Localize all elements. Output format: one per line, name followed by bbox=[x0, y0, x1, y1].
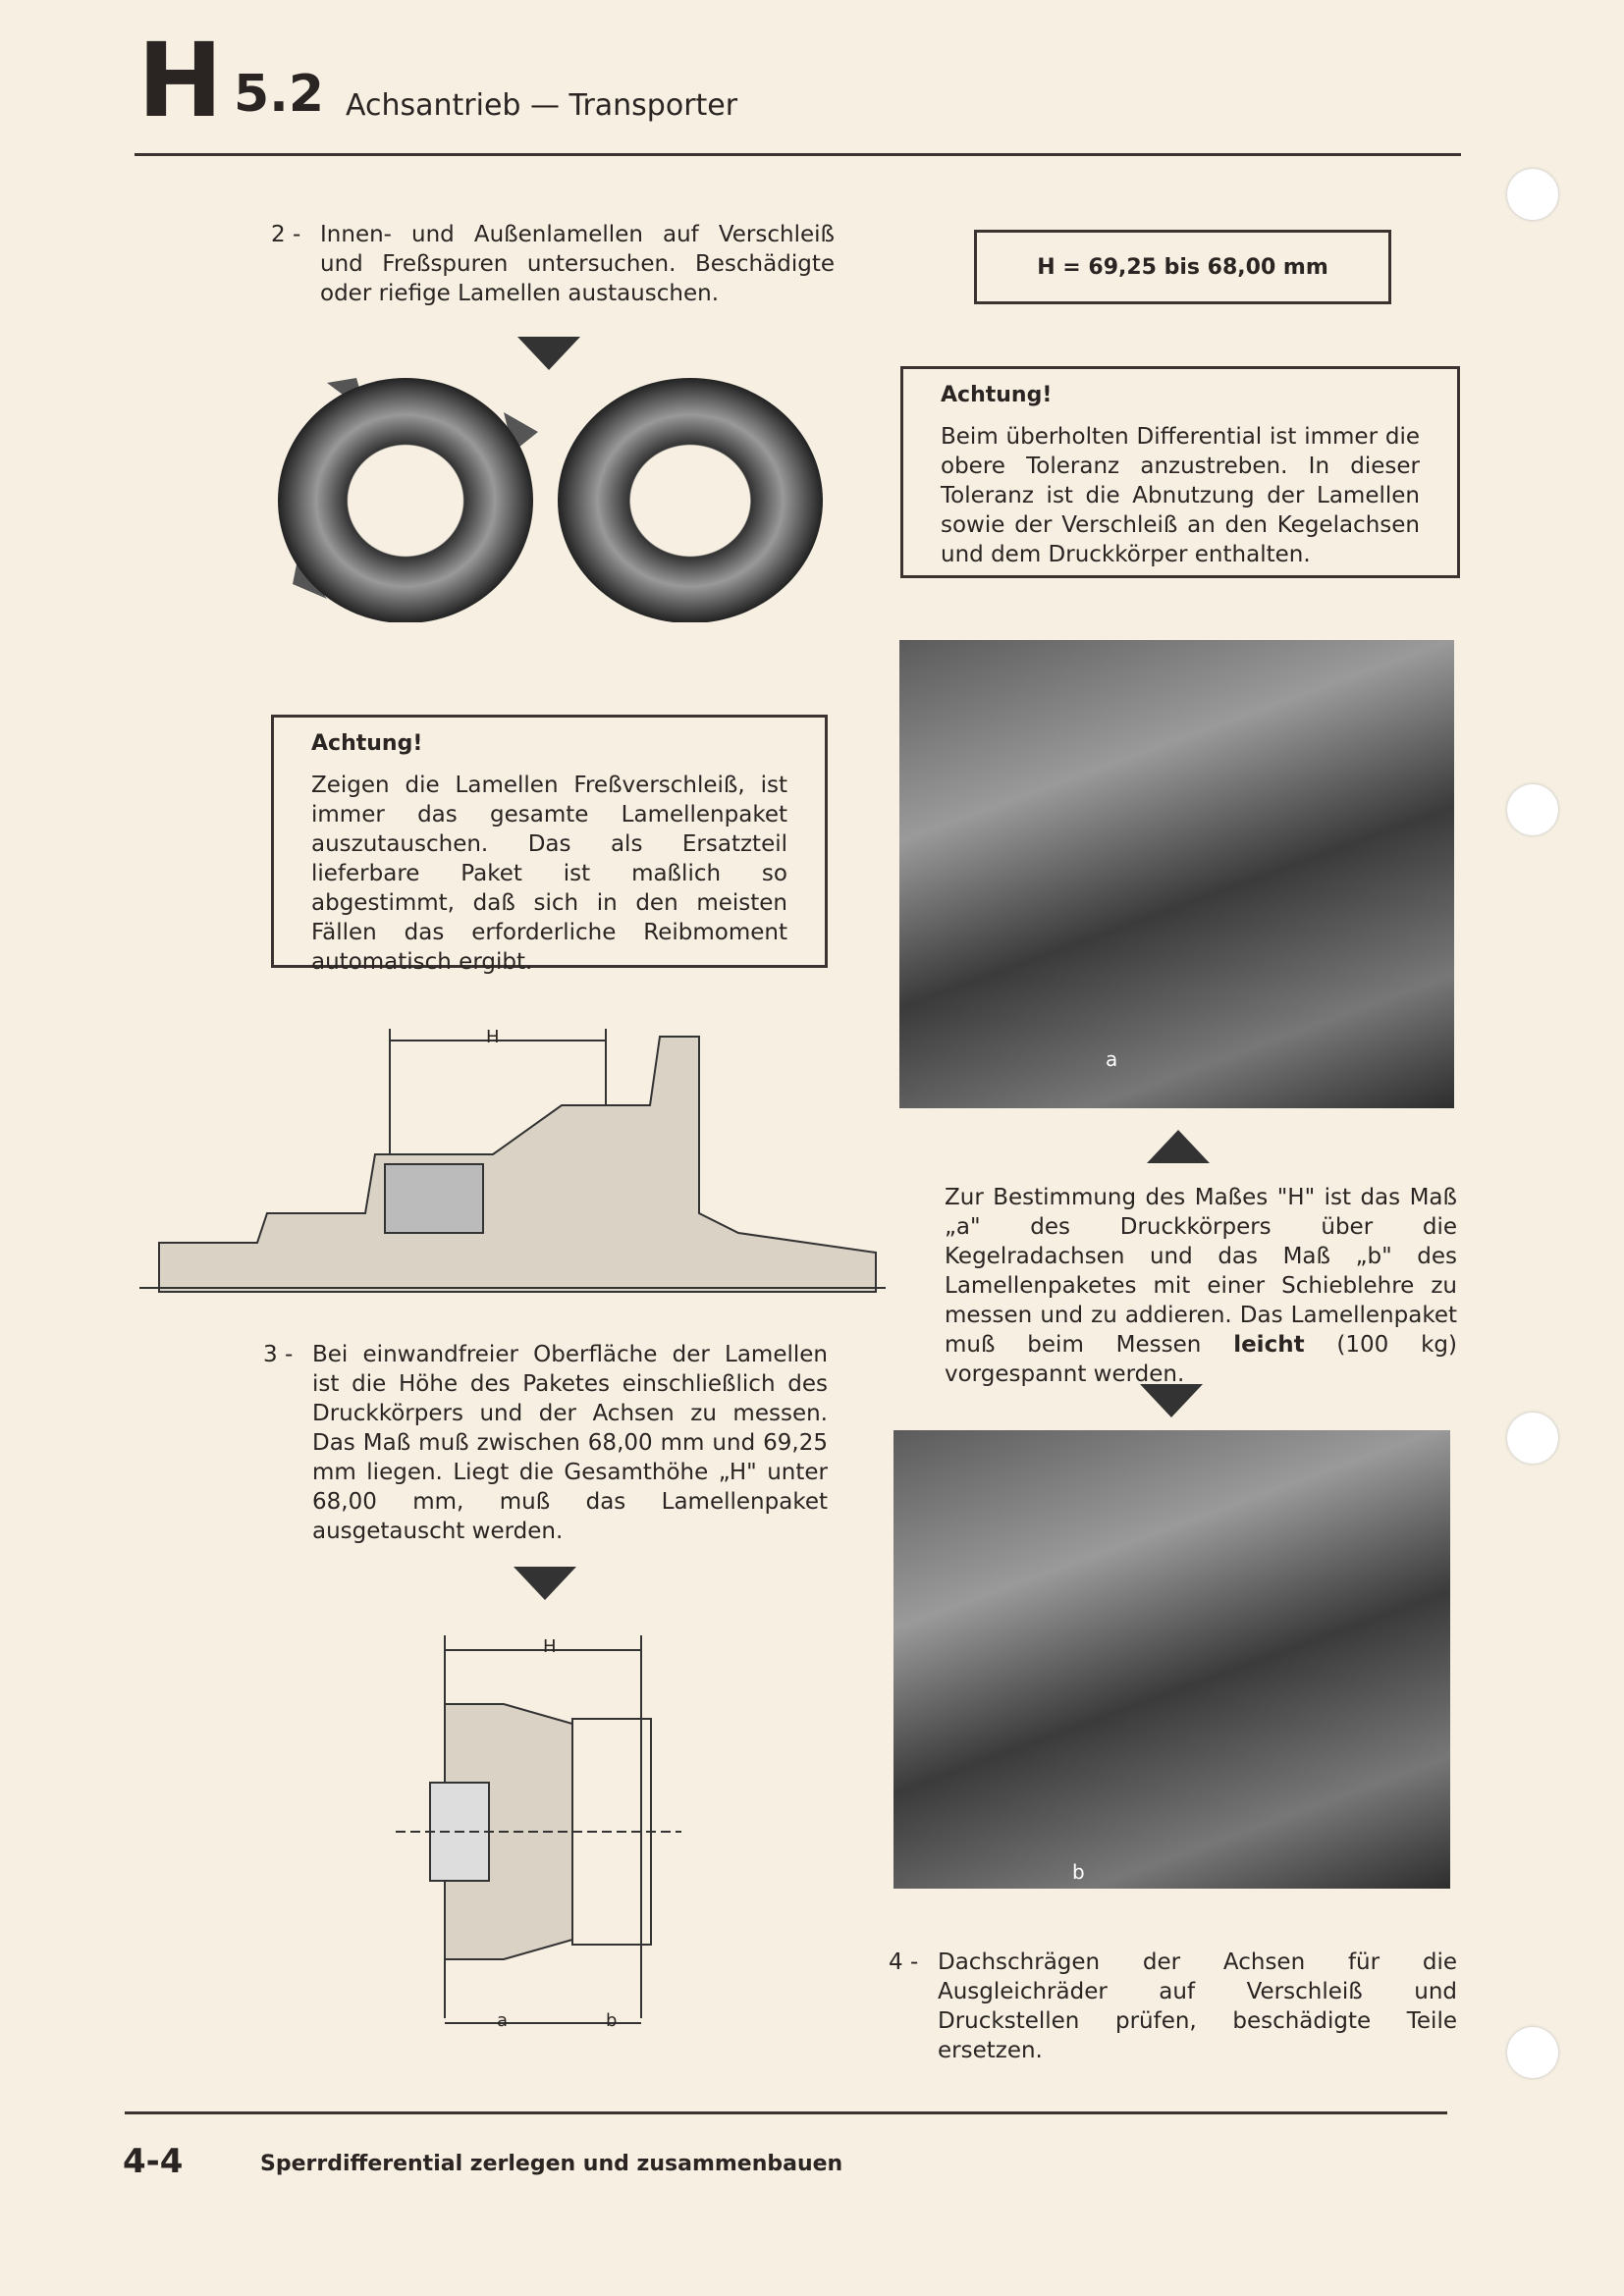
notice-left bbox=[271, 715, 828, 975]
step-3 bbox=[263, 1340, 828, 1546]
differential-section-diagram bbox=[139, 1017, 886, 1296]
spec-value: H = 69,25 bis 68,00 mm bbox=[1037, 254, 1328, 280]
measure-text-bold: leicht bbox=[1233, 1332, 1305, 1358]
step-4 bbox=[889, 1948, 1457, 2065]
caliper-photo-b bbox=[893, 1430, 1450, 1889]
punch-hole bbox=[1507, 2027, 1558, 2078]
page-number: 4-4 bbox=[123, 2142, 184, 2181]
header-rule bbox=[135, 153, 1461, 156]
diagram2-label-b: b bbox=[606, 2010, 618, 2031]
step-text: Innen- und Außenlamellen auf Verschleiß und Freßspuren untersuchen. Beschädigte oder riefige Lamellen austauschen. bbox=[320, 222, 835, 306]
caliper-photo-a bbox=[899, 640, 1454, 1108]
measure-text-part: (100 kg) vorgespannt werden. bbox=[945, 1332, 1458, 1387]
notice-text: Zeigen die Lamellen Freßverschleiß, ist immer das gesamte Lamellenpaket auszutauschen. Das als Ersatzteil lieferbare Paket ist maßlich so abgestimmt, daß sich in den meisten Fällen das erforderliche Reibmoment automatisch ergibt. bbox=[311, 773, 787, 975]
diagram1-label-h: H bbox=[486, 1027, 500, 1047]
clutch-discs-photo bbox=[278, 373, 828, 622]
punch-hole bbox=[1507, 784, 1558, 835]
arrow-down-icon bbox=[1140, 1384, 1203, 1417]
footer-title: Sperrdifferential zerlegen und zusammenbauen bbox=[260, 2152, 843, 2176]
step-text: Bei einwandfreier Oberfläche der Lamellen ist die Höhe des Paketes einschließlich des Druckkörpers und der Achsen zu messen. Das Maß muß zwischen 68,00 mm und 69,25 mm liegen. Liegt die Gesamthöhe „H" unter 68,00 mm, muß das Lamellenpaket ausgetauscht werden. bbox=[312, 1342, 828, 1544]
step-number: 2 - bbox=[271, 222, 301, 247]
step-number: 3 - bbox=[263, 1342, 294, 1367]
footer-rule bbox=[125, 2111, 1447, 2114]
measure-instructions bbox=[945, 1183, 1457, 1389]
notice-title: Achtung! bbox=[941, 383, 1053, 407]
page-title: Achsantrieb — Transporter bbox=[346, 88, 738, 123]
lamella-pack-diagram bbox=[396, 1626, 681, 2028]
section-letter: H bbox=[137, 21, 222, 140]
diagram2-label-h: H bbox=[543, 1636, 557, 1657]
punch-hole bbox=[1507, 169, 1558, 220]
diagram2-label-a: a bbox=[497, 2010, 509, 2031]
section-number: 5.2 bbox=[234, 65, 325, 124]
arrow-down-icon bbox=[514, 1567, 576, 1600]
notice-right bbox=[900, 366, 1460, 578]
photo-label-a: a bbox=[1106, 1047, 1118, 1071]
arrow-down-icon bbox=[517, 337, 580, 370]
measure-text-part: Zur Bestimmung des Maßes "H" ist das Maß „a" des Druckkörpers über die Kegelradachsen und das Maß „b" des Lamellenpaketes mit einer Schieblehre zu messen und zu addieren. Das Lamellenpaket muß beim Messen bbox=[945, 1185, 1457, 1358]
arrow-up-icon bbox=[1147, 1130, 1210, 1163]
notice-text: Beim überholten Differential ist immer die obere Toleranz anzustreben. In dieser Toleranz ist die Abnutzung der Lamellen sowie der Verschleiß an den Kegelachsen und dem Druckkörper enthalten. bbox=[941, 424, 1420, 567]
step-text: Dachschrägen der Achsen für die Ausgleichräder auf Verschleiß und Druckstellen prüfen, beschädigte Teile ersetzen. bbox=[938, 1949, 1457, 2063]
notice-title: Achtung! bbox=[311, 731, 423, 756]
step-number: 4 - bbox=[889, 1949, 919, 1975]
photo-label-b: b bbox=[1072, 1860, 1085, 1884]
spec-box bbox=[974, 230, 1391, 304]
punch-hole bbox=[1507, 1413, 1558, 1464]
step-2 bbox=[271, 220, 835, 308]
